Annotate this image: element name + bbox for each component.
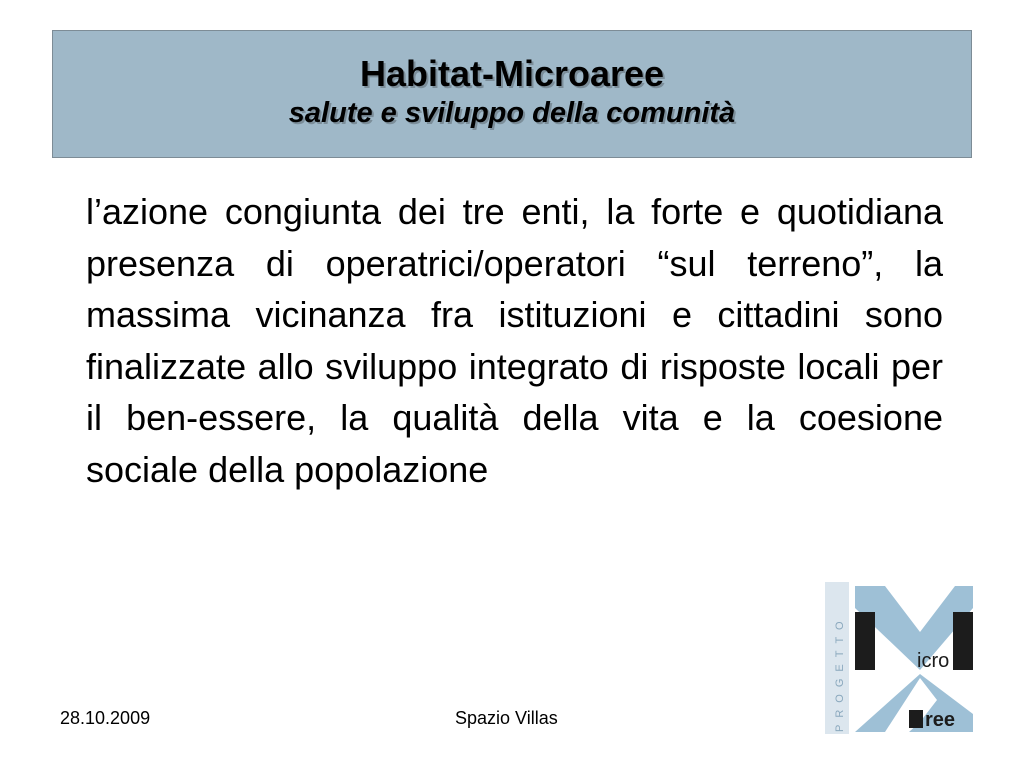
- logo-m-right-bar: [953, 612, 973, 670]
- logo-vertical-text: PROGETTO: [834, 614, 846, 732]
- footer-date: 28.10.2009: [60, 708, 151, 728]
- microaree-logo: [825, 582, 980, 734]
- logo-upper-word: icro: [917, 650, 950, 672]
- slide-title: Habitat-Microaree: [359, 53, 665, 94]
- logo-lower-word: ree: [925, 709, 956, 731]
- logo-m-left-bar: [855, 612, 875, 670]
- slide-subtitle: salute e sviluppo della comunità: [288, 97, 736, 129]
- title-box: [52, 30, 972, 158]
- body-paragraph: l’azione congiunta dei tre enti, la forte e quotidiana presenza di operatrici/operatori “sul terreno”, la massima vicinanza fra istituzioni e cittadini sono finalizzate allo sviluppo integrato di risposte locali per il ben-essere, la qualità della vita e la coesione sociale della popolazione: [86, 191, 943, 490]
- logo-lower-square: [909, 710, 923, 728]
- footer-center-text: Spazio Villas: [455, 708, 558, 728]
